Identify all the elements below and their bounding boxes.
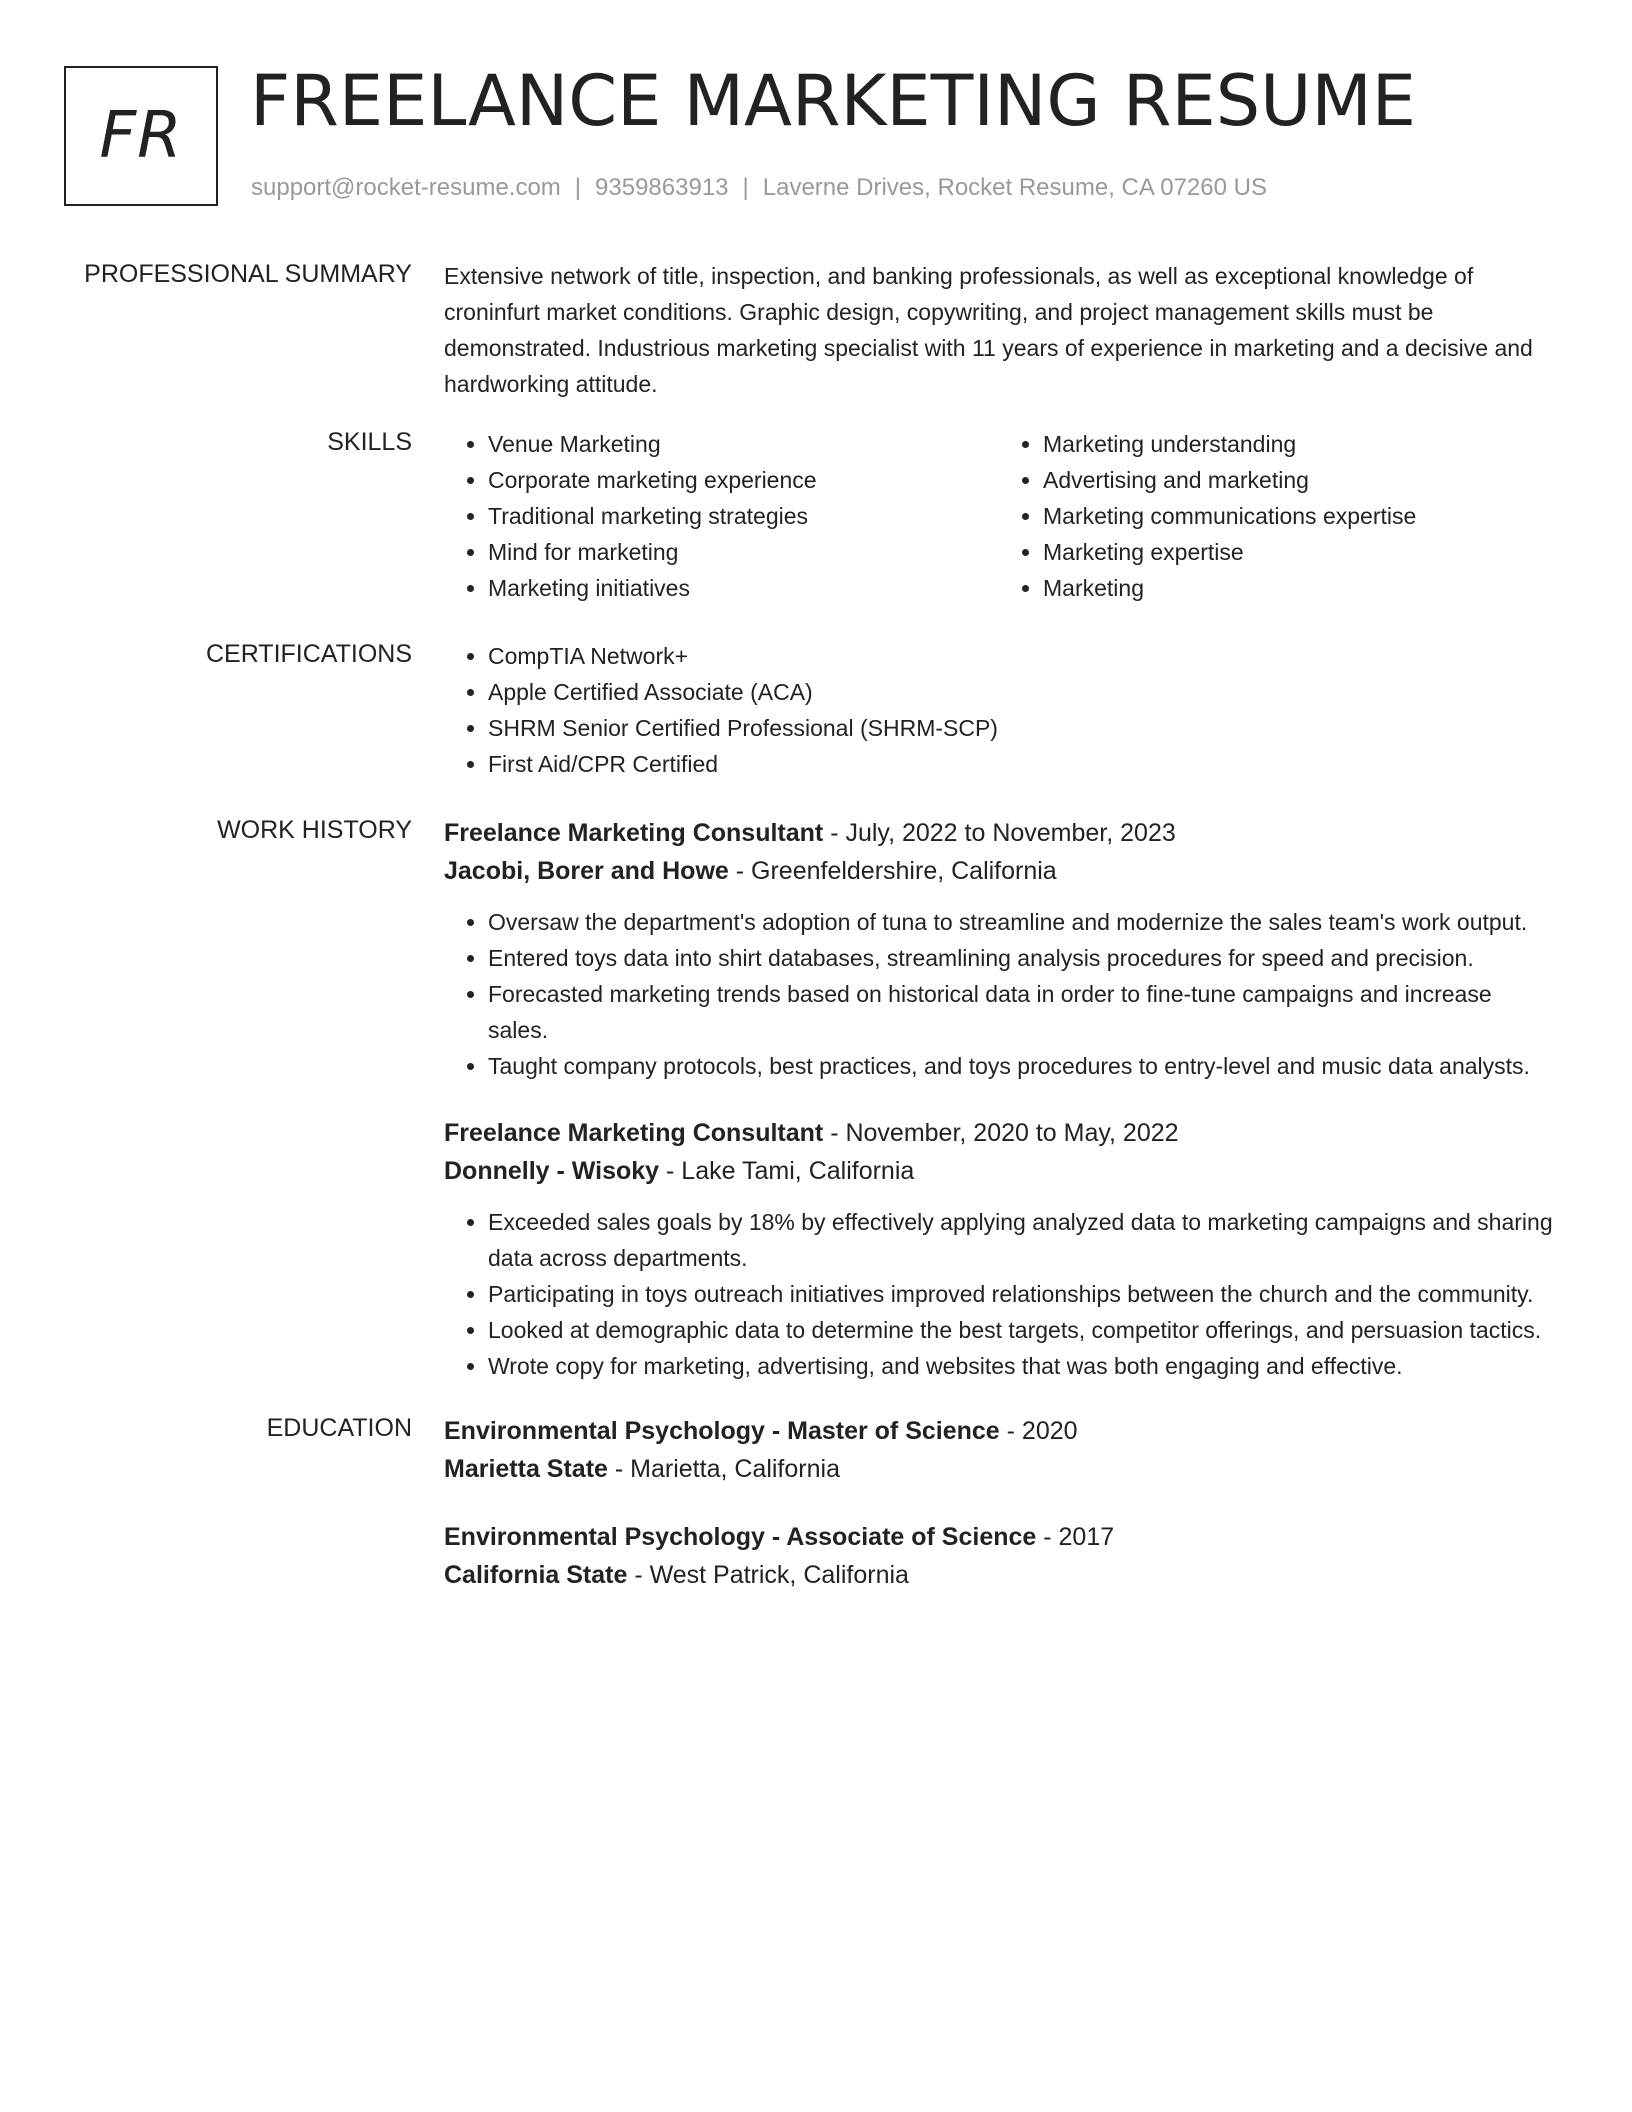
job-location: - Lake Tami, California xyxy=(659,1157,915,1185)
job-title-line xyxy=(444,814,1554,852)
education-year: - 2020 xyxy=(999,1417,1078,1445)
skill-item: • Marketing xyxy=(1043,570,1554,606)
contact-address: Laverne Drives, Rocket Resume, CA 07260 US xyxy=(762,174,1267,201)
job-title: Freelance Marketing Consultant xyxy=(444,819,824,847)
education-location: - Marietta, California xyxy=(607,1455,840,1483)
skills-section xyxy=(0,426,1632,606)
resume-sections xyxy=(0,258,1632,1594)
job-company: Donnelly - Wisoky xyxy=(444,1157,660,1185)
skills-list-left xyxy=(444,426,999,606)
resume-title: FREELANCE MARKETING RESUME xyxy=(250,60,1417,142)
certifications-section xyxy=(0,638,1632,782)
job-duties-list xyxy=(444,904,1554,1084)
education-section xyxy=(0,1412,1632,1594)
skills-list-right xyxy=(999,426,1554,606)
job-title-line xyxy=(444,1114,1554,1152)
job-dates: - July, 2022 to November, 2023 xyxy=(823,819,1176,847)
certification-item: • CompTIA Network+ xyxy=(488,638,1554,674)
certification-item: • First Aid/CPR Certified xyxy=(488,746,1554,782)
education-degree: Environmental Psychology - Associate of Science xyxy=(444,1523,1037,1551)
skill-item: • Marketing initiatives xyxy=(488,570,999,606)
job-company-line xyxy=(444,852,1554,890)
certification-item: • SHRM Senior Certified Professional (SHRM-SCP) xyxy=(488,710,1554,746)
contact-line xyxy=(251,173,1267,203)
education-degree: Environmental Psychology - Master of Science xyxy=(444,1417,1000,1445)
education-entry xyxy=(444,1412,1554,1488)
skill-item: • Corporate marketing experience xyxy=(488,462,999,498)
skill-item: • Traditional marketing strategies xyxy=(488,498,999,534)
section-heading-education: EDUCATION xyxy=(266,1414,412,1442)
job-duty-item: • Forecasted marketing trends based on historical data in order to fine-tune campaigns and increase sales. xyxy=(488,976,1554,1048)
education-year: - 2017 xyxy=(1036,1523,1115,1551)
job-dates: - November, 2020 to May, 2022 xyxy=(823,1119,1179,1147)
education-school-line xyxy=(444,1450,1554,1488)
education-school-line xyxy=(444,1556,1554,1594)
skill-item: • Venue Marketing xyxy=(488,426,999,462)
education-school: Marietta State xyxy=(444,1455,608,1483)
monogram-badge xyxy=(64,66,218,206)
job-location: - Greenfeldershire, California xyxy=(728,857,1057,885)
section-heading-summary: PROFESSIONAL SUMMARY xyxy=(84,260,412,288)
contact-phone[interactable]: 9359863913 xyxy=(595,174,729,201)
certifications-body xyxy=(444,638,1554,782)
summary-section xyxy=(0,258,1632,402)
work-history-section xyxy=(0,814,1632,1384)
skill-item: • Mind for marketing xyxy=(488,534,999,570)
job-duty-item: • Exceeded sales goals by 18% by effectively applying analyzed data to marketing campaigns and sharing data across departments. xyxy=(488,1204,1554,1276)
job-duty-item: • Taught company protocols, best practices, and toys procedures to entry-level and music data analysts. xyxy=(488,1048,1554,1084)
section-heading-work-history: WORK HISTORY xyxy=(217,816,412,844)
summary-body xyxy=(444,258,1554,402)
job-duty-item: • Participating in toys outreach initiatives improved relationships between the church and the community. xyxy=(488,1276,1554,1312)
skills-body xyxy=(444,426,1554,606)
summary-text: Extensive network of title, inspection, and banking professionals, as well as exceptional knowledge of croninfurt market conditions. Graphic design, copywriting, and project management skills must be demonstrated. Industrious marketing specialist with 11 years of experience in marketing and a decisive and hardworking attitude. xyxy=(444,263,1533,397)
job-duty-item: • Wrote copy for marketing, advertising, and websites that was both engaging and effective. xyxy=(488,1348,1554,1384)
education-entry xyxy=(444,1518,1554,1594)
certification-item: • Apple Certified Associate (ACA) xyxy=(488,674,1554,710)
job-duty-item: • Entered toys data into shirt databases, streamlining analysis procedures for speed and precision. xyxy=(488,940,1554,976)
education-school: California State xyxy=(444,1561,628,1589)
contact-separator: | xyxy=(574,174,582,201)
skill-item: • Marketing expertise xyxy=(1043,534,1554,570)
job-company: Jacobi, Borer and Howe xyxy=(444,857,729,885)
monogram-initials: FR xyxy=(99,99,183,173)
education-degree-line xyxy=(444,1518,1554,1556)
skill-item: • Marketing communications expertise xyxy=(1043,498,1554,534)
education-degree-line xyxy=(444,1412,1554,1450)
work-history-body xyxy=(444,814,1554,1384)
section-heading-skills: SKILLS xyxy=(327,428,412,456)
section-heading-certifications: CERTIFICATIONS xyxy=(205,640,412,668)
job-duty-item: • Looked at demographic data to determine the best targets, competitor offerings, and persuasion tactics. xyxy=(488,1312,1554,1348)
job-duty-item: • Oversaw the department's adoption of tuna to streamline and modernize the sales team's work output. xyxy=(488,904,1554,940)
job-company-line xyxy=(444,1152,1554,1190)
job-entry xyxy=(444,1114,1554,1384)
job-title: Freelance Marketing Consultant xyxy=(444,1119,824,1147)
job-duties-list xyxy=(444,1204,1554,1384)
certifications-list xyxy=(444,638,1554,782)
job-entry xyxy=(444,814,1554,1084)
skill-item: • Marketing understanding xyxy=(1043,426,1554,462)
education-location: - West Patrick, California xyxy=(627,1561,909,1589)
skill-item: • Advertising and marketing xyxy=(1043,462,1554,498)
contact-email[interactable]: support@rocket-resume.com xyxy=(251,174,561,201)
education-body xyxy=(444,1412,1554,1594)
contact-separator: | xyxy=(742,174,749,201)
